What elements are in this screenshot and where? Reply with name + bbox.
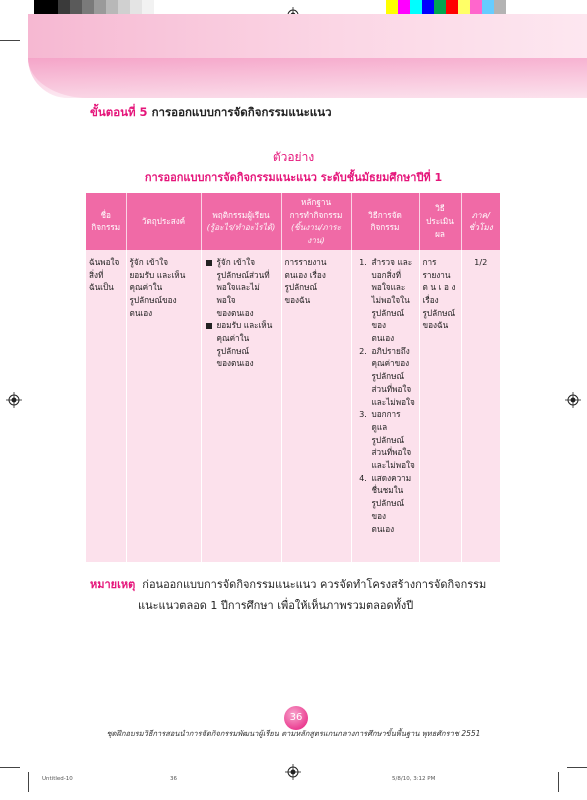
cell-behaviors (201, 250, 281, 562)
header-wave (28, 58, 587, 98)
header-evaluation: วิธี ประเมิน ผล (419, 193, 461, 250)
cell-objective: รู้จัก เข้าใจ ยอมรับ และเห็น คุณค่าใน รูปลักษณ์ของ ตนเอง (126, 250, 201, 562)
registration-mark-icon (285, 764, 301, 780)
header-hours: ภาค/ ชั่วโมง (461, 193, 500, 250)
calibration-swatch (434, 0, 446, 14)
slug-date: 5/8/10, 3:12 PM (392, 776, 436, 782)
slug-file: Untitled-10 (42, 776, 73, 782)
note-label: หมายเหตุ (90, 578, 136, 591)
note-line-1: ก่อนออกแบบการจัดกิจกรรมแนะแนว ควรจัดทำโครงสร้างการจัดกิจกรรม (142, 578, 487, 591)
calibration-swatch (410, 0, 422, 14)
method-item: 4. แสดงความ ชื่นชมใน รูปลักษณ์ของ ตนเอง (370, 472, 416, 536)
section-label: ขั้นตอนที่ 5 (90, 105, 148, 119)
calibration-swatch (422, 0, 434, 14)
calibration-swatch (398, 0, 410, 14)
header-evidence: หลักฐาน การทำกิจกรรม (ชิ้นงาน/ภาระงาน) (281, 193, 351, 250)
calibration-swatch (106, 0, 118, 14)
table-row (86, 250, 500, 562)
method-item: 2. อภิปรายถึง คุณค่าของ รูปลักษณ์ ส่วนที่พอใจ และไม่พอใจ (370, 345, 416, 409)
calibration-swatch (470, 0, 482, 14)
example-title: ตัวอย่าง (272, 150, 315, 164)
page-number-badge: 36 (284, 706, 308, 730)
method-item: 1. สำรวจ และ บอกสิ่งที่ พอใจและ ไม่พอใจใน รูปลักษณ์ของ ตนเอง (370, 256, 416, 345)
cell-hours: 1/2 (461, 250, 500, 562)
note (90, 575, 510, 617)
cell-methods (351, 250, 419, 562)
behavior-item: รู้จัก เข้าใจ รูปลักษณ์ส่วนที่ พอใจและไม่พอใจ ของตนเอง (205, 256, 278, 320)
calibration-swatch (458, 0, 470, 14)
calibration-swatch (46, 0, 58, 14)
method-item: 3. บอกการดูแล รูปลักษณ์ ส่วนที่พอใจ และไม่พอใจ (370, 408, 416, 472)
footer-text: ชุดฝึกอบรมวิธีการสอนนำการจัดกิจกรรมพัฒนาผู้เรียน ตามหลักสูตรแกนกลางการศึกษาขั้นพื้นฐาน พุทธศักราช 2551 (106, 729, 481, 738)
calibration-swatch (82, 0, 94, 14)
calibration-swatch (70, 0, 82, 14)
gray-calibration-bar (34, 0, 154, 14)
calibration-swatch (118, 0, 130, 14)
crop-mark (567, 767, 587, 768)
calibration-swatch (34, 0, 46, 14)
section-title: การออกแบบการจัดกิจกรรมแนะแนว (151, 105, 332, 119)
registration-mark-icon (565, 392, 581, 408)
activity-design-table (86, 193, 500, 562)
header-objective: วัตถุประสงค์ (126, 193, 201, 250)
cell-activity-name: ฉันพอใจ สิ่งที่ ฉันเป็น (86, 250, 126, 562)
calibration-swatch (482, 0, 494, 14)
slug-page: 36 (170, 776, 177, 782)
calibration-swatch (94, 0, 106, 14)
crop-mark (28, 772, 29, 792)
registration-mark-icon (6, 392, 22, 408)
header-method: วิธีการจัด กิจกรรม (351, 193, 419, 250)
crop-mark (558, 772, 559, 792)
table-header-row (86, 193, 500, 250)
calibration-swatch (58, 0, 70, 14)
calibration-swatch (130, 0, 142, 14)
header-activity-name: ชื่อ กิจกรรม (86, 193, 126, 250)
header-behavior: พฤติกรรมผู้เรียน (รู้อะไร/ทำอะไรได้) (201, 193, 281, 250)
table-title: การออกแบบการจัดกิจกรรมแนะแนว ระดับชั้นมัธยมศึกษาปีที่ 1 (144, 171, 443, 184)
note-line-2: แนะแนวตลอด 1 ปีการศึกษา เพื่อให้เห็นภาพรวมตลอดทั้งปี (138, 598, 414, 612)
crop-mark (0, 767, 20, 768)
section-heading (90, 104, 332, 122)
calibration-swatch (142, 0, 154, 14)
cell-evaluation: การ รายงาน ต น เ อ ง เรื่อง รูปลักษณ์ ของฉัน (419, 250, 461, 562)
crop-mark (0, 40, 20, 41)
calibration-swatch (386, 0, 398, 14)
calibration-swatch (446, 0, 458, 14)
calibration-swatch (494, 0, 506, 14)
cell-evidence: การรายงาน ตนเอง เรื่อง รูปลักษณ์ ของฉัน (281, 250, 351, 562)
color-calibration-bar (386, 0, 506, 14)
behavior-item: ยอมรับ และเห็น คุณค่าใน รูปลักษณ์ ของตนเอง (205, 319, 278, 370)
